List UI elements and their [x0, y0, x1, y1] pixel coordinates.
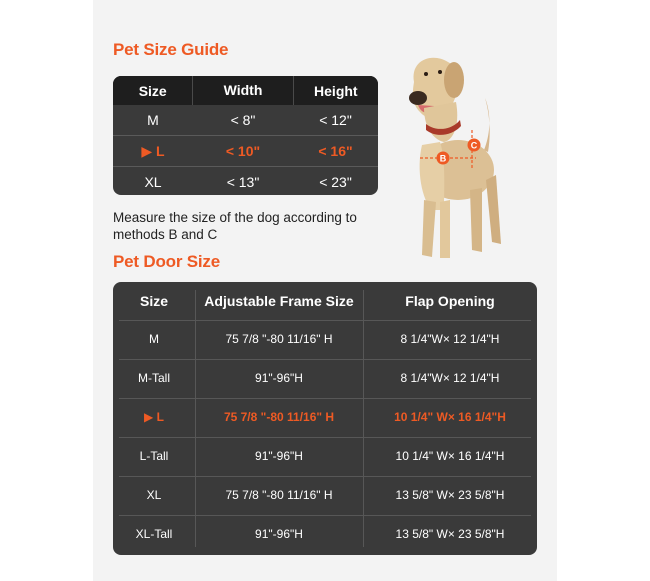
row-divider	[119, 359, 531, 360]
table-row	[113, 358, 537, 397]
row-divider	[119, 476, 531, 477]
table-row	[113, 166, 378, 195]
row-size: XL	[144, 174, 162, 190]
row-divider	[119, 320, 531, 321]
row-size: ▶ L	[144, 409, 164, 424]
table-row	[113, 105, 378, 135]
header-width: Width	[192, 76, 293, 105]
row-flap: 8 1/4"W× 12 1/4"H	[400, 331, 500, 346]
label-b: B	[439, 153, 447, 164]
door-size-table	[113, 282, 537, 555]
door-size-header	[113, 282, 537, 319]
row-flap: 10 1/4" W× 16 1/4"H	[394, 409, 506, 424]
column-divider	[363, 290, 364, 547]
row-height: < 16"	[318, 143, 353, 159]
table-row-highlighted	[113, 135, 378, 166]
row-width: < 10"	[225, 143, 261, 159]
row-divider	[119, 515, 531, 516]
size-guide-table	[113, 76, 378, 195]
door-size-title: Pet Door Size	[113, 252, 220, 271]
table-row	[113, 475, 537, 514]
row-divider	[119, 437, 531, 438]
row-frame: 91"-96"H	[255, 526, 303, 541]
row-width: < 8"	[230, 112, 256, 128]
row-frame: 75 7/8 "-80 11/16" H	[225, 487, 333, 502]
header-frame-size: Adjustable Frame Size	[204, 292, 354, 309]
row-flap: 8 1/4"W× 12 1/4"H	[400, 370, 500, 385]
row-flap: 10 1/4" W× 16 1/4"H	[395, 448, 505, 463]
size-guide-title: Pet Size Guide	[113, 40, 229, 59]
header-height: Height	[314, 82, 358, 99]
header-flap-opening: Flap Opening	[405, 292, 495, 309]
row-size: XL	[146, 487, 162, 502]
label-c: C	[470, 140, 478, 151]
row-size: M-Tall	[138, 370, 170, 385]
row-size: M	[147, 112, 159, 128]
row-frame: 91"-96"H	[255, 448, 303, 463]
row-height: < 23"	[319, 174, 352, 190]
row-divider	[119, 398, 531, 399]
size-guide-header	[113, 76, 378, 105]
row-flap: 13 5/8" W× 23 5/8"H	[395, 526, 505, 541]
row-flap: 13 5/8" W× 23 5/8"H	[395, 487, 505, 502]
row-frame: 75 7/8 "-80 11/16" H	[223, 409, 335, 424]
row-height: < 12"	[319, 112, 352, 128]
table-row	[113, 514, 537, 553]
dog-illustration	[400, 50, 515, 265]
row-size: M	[149, 331, 159, 346]
row-size: ▶ L	[141, 142, 165, 159]
row-width: < 13"	[226, 174, 260, 190]
column-divider	[195, 290, 196, 547]
header-size: Size	[138, 82, 167, 99]
row-size: L-Tall	[139, 448, 169, 463]
row-frame: 75 7/8 "-80 11/16" H	[225, 331, 333, 346]
table-row	[113, 436, 537, 475]
table-row-highlighted	[113, 397, 537, 436]
table-row	[113, 319, 537, 358]
row-frame: 91"-96"H	[255, 370, 303, 385]
measure-instructions: Measure the size of the dog according to methods B and C	[113, 210, 357, 242]
header-size: Size	[139, 292, 168, 309]
row-size: XL-Tall	[135, 526, 173, 541]
